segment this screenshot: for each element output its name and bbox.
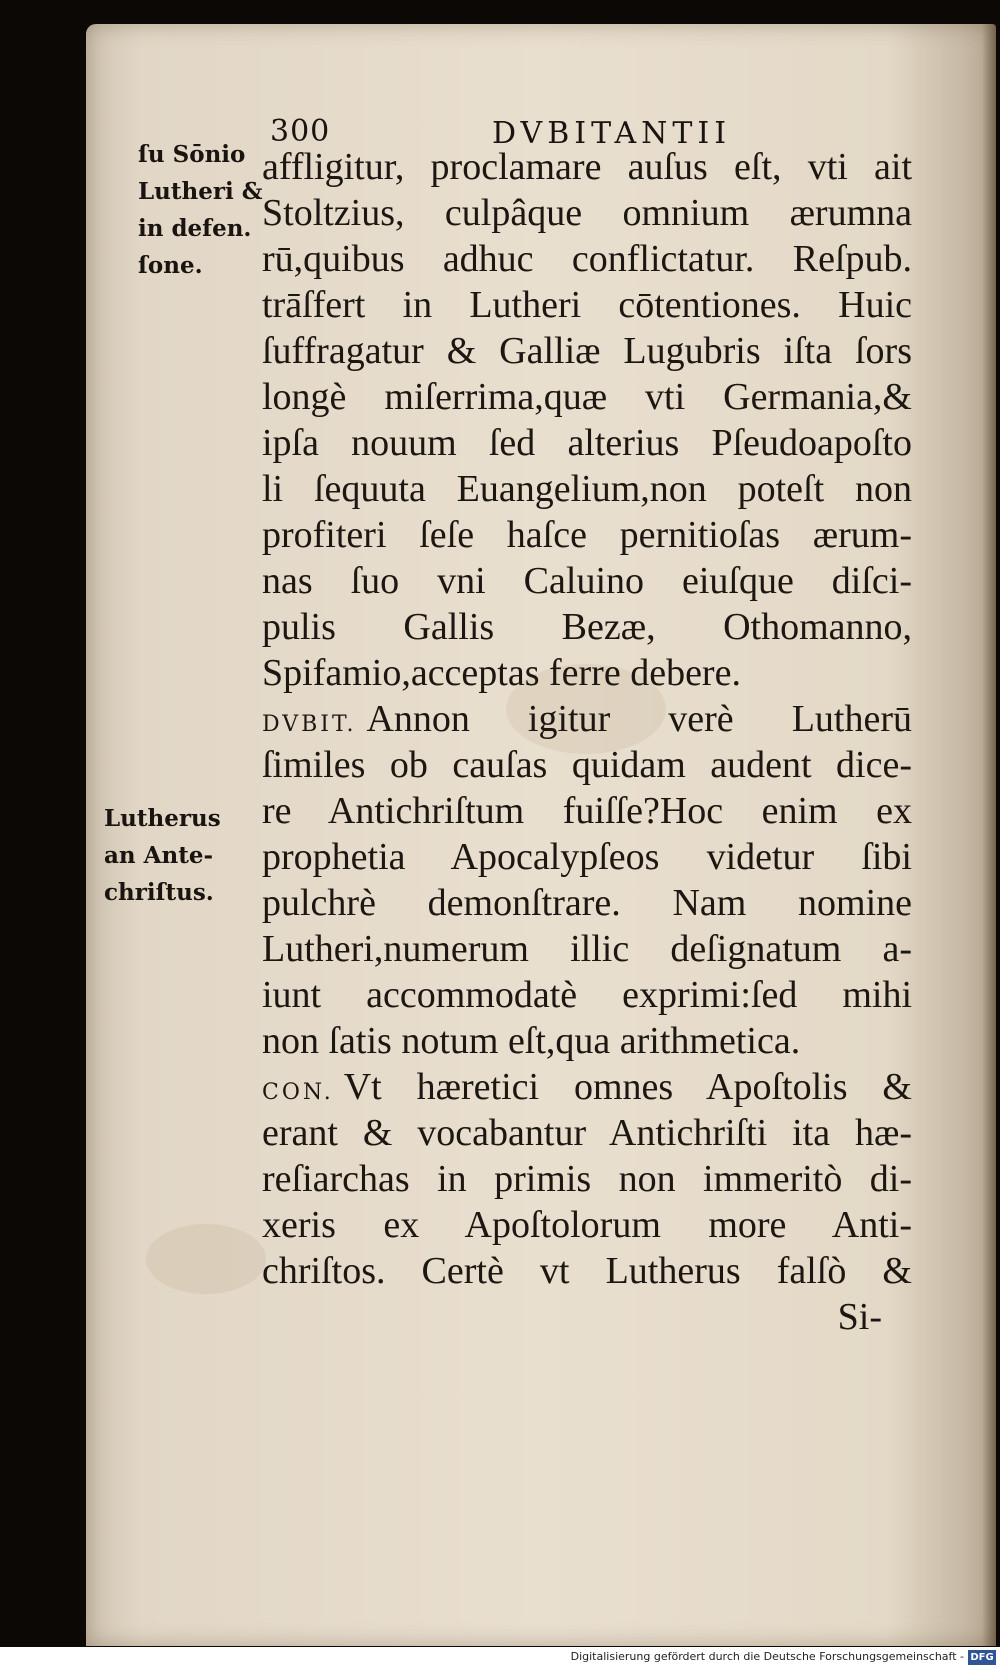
- text-line-speaker: [262, 696, 912, 742]
- text-line: li ſequuta Euangelium,non poteſt non: [262, 468, 912, 510]
- text-line: xeris ex Apoſtolorum more Anti-: [262, 1204, 912, 1246]
- margin-note-line: Lutheri &: [138, 178, 263, 205]
- text-line: Spifamio,acceptas ferre debere.: [262, 652, 741, 694]
- text-line: trāſfert in Lutheri cōtentiones. Huic: [262, 284, 912, 326]
- text-line: longè miſerrima,quæ vti Germania,&: [262, 376, 912, 418]
- margin-note-line: Lutherus: [104, 805, 221, 832]
- digitization-credit: Digitalisierung gefördert durch die Deutsche Forschungsgemeinschaft -: [570, 1650, 964, 1663]
- margin-note-line: in defen.: [138, 215, 252, 242]
- text-line: rū,quibus adhuc conflictatur. Reſpub.: [262, 238, 912, 280]
- text-line: nas ſuo vni Caluino eiuſque diſci-: [262, 560, 912, 602]
- margin-note-line: ſu Sōnio: [138, 141, 246, 168]
- text-line: Stoltzius, culpâque omnium ærumna: [262, 192, 912, 234]
- catchword: Si-: [837, 1296, 882, 1338]
- text-line: ſimiles ob cauſas quidam audent dice-: [262, 744, 912, 786]
- text-line: pulchrè demonſtrare. Nam nomine: [262, 882, 912, 924]
- text-line: re Antichriſtum fuiſſe?Hoc enim ex: [262, 790, 912, 832]
- text-line: ſuffragatur & Galliæ Lugubris iſta ſors: [262, 330, 912, 372]
- text-line: prophetia Apocalypſeos videtur ſibi: [262, 836, 912, 878]
- text-line: non ſatis notum eſt,qua arithmetica.: [262, 1020, 801, 1062]
- speaker-label: DVBIT.: [262, 712, 357, 737]
- text-line: chriſtos. Certè vt Lutherus falſò &: [262, 1250, 912, 1292]
- text-line-content: Vt hæretici omnes Apoſtolis &: [343, 1066, 912, 1108]
- text-line: pulis Gallis Bezæ, Othomanno,: [262, 606, 912, 648]
- page-number: 300: [270, 114, 331, 149]
- text-line: erant & vocabantur Antichriſti ita hæ-: [262, 1112, 912, 1154]
- dfg-logo-icon: DFG: [968, 1650, 996, 1665]
- text-line: reſiarchas in primis non immeritò di-: [262, 1158, 912, 1200]
- text-line: affligitur, proclamare auſus eſt, vti ait: [262, 146, 912, 188]
- margin-note-1: [138, 136, 263, 284]
- margin-note-line: ſone.: [138, 252, 203, 279]
- speaker-label: CON.: [262, 1080, 334, 1105]
- margin-note-2: [104, 800, 221, 911]
- margin-note-line: chriſtus.: [104, 879, 214, 906]
- text-line: ipſa nouum ſed alterius Pſeudoapoſto: [262, 422, 912, 464]
- text-line: iunt accommodatè exprimi:ſed mihi: [262, 974, 912, 1016]
- text-line-speaker: [262, 1064, 912, 1110]
- page-edge-shadow: [982, 24, 996, 1646]
- text-line-content: Annon igitur verè Lutherū: [366, 698, 912, 740]
- text-line: profiteri ſeſe haſce pernitioſas ærum-: [262, 514, 912, 556]
- body-text: [262, 144, 912, 1340]
- text-line: Lutheri,numerum illic deſignatum a-: [262, 928, 912, 970]
- margin-note-line: an Ante-: [104, 842, 214, 869]
- running-title: DVBITANTII: [492, 116, 732, 151]
- paper-stain: [146, 1224, 266, 1294]
- footer-bar: [0, 1647, 1000, 1670]
